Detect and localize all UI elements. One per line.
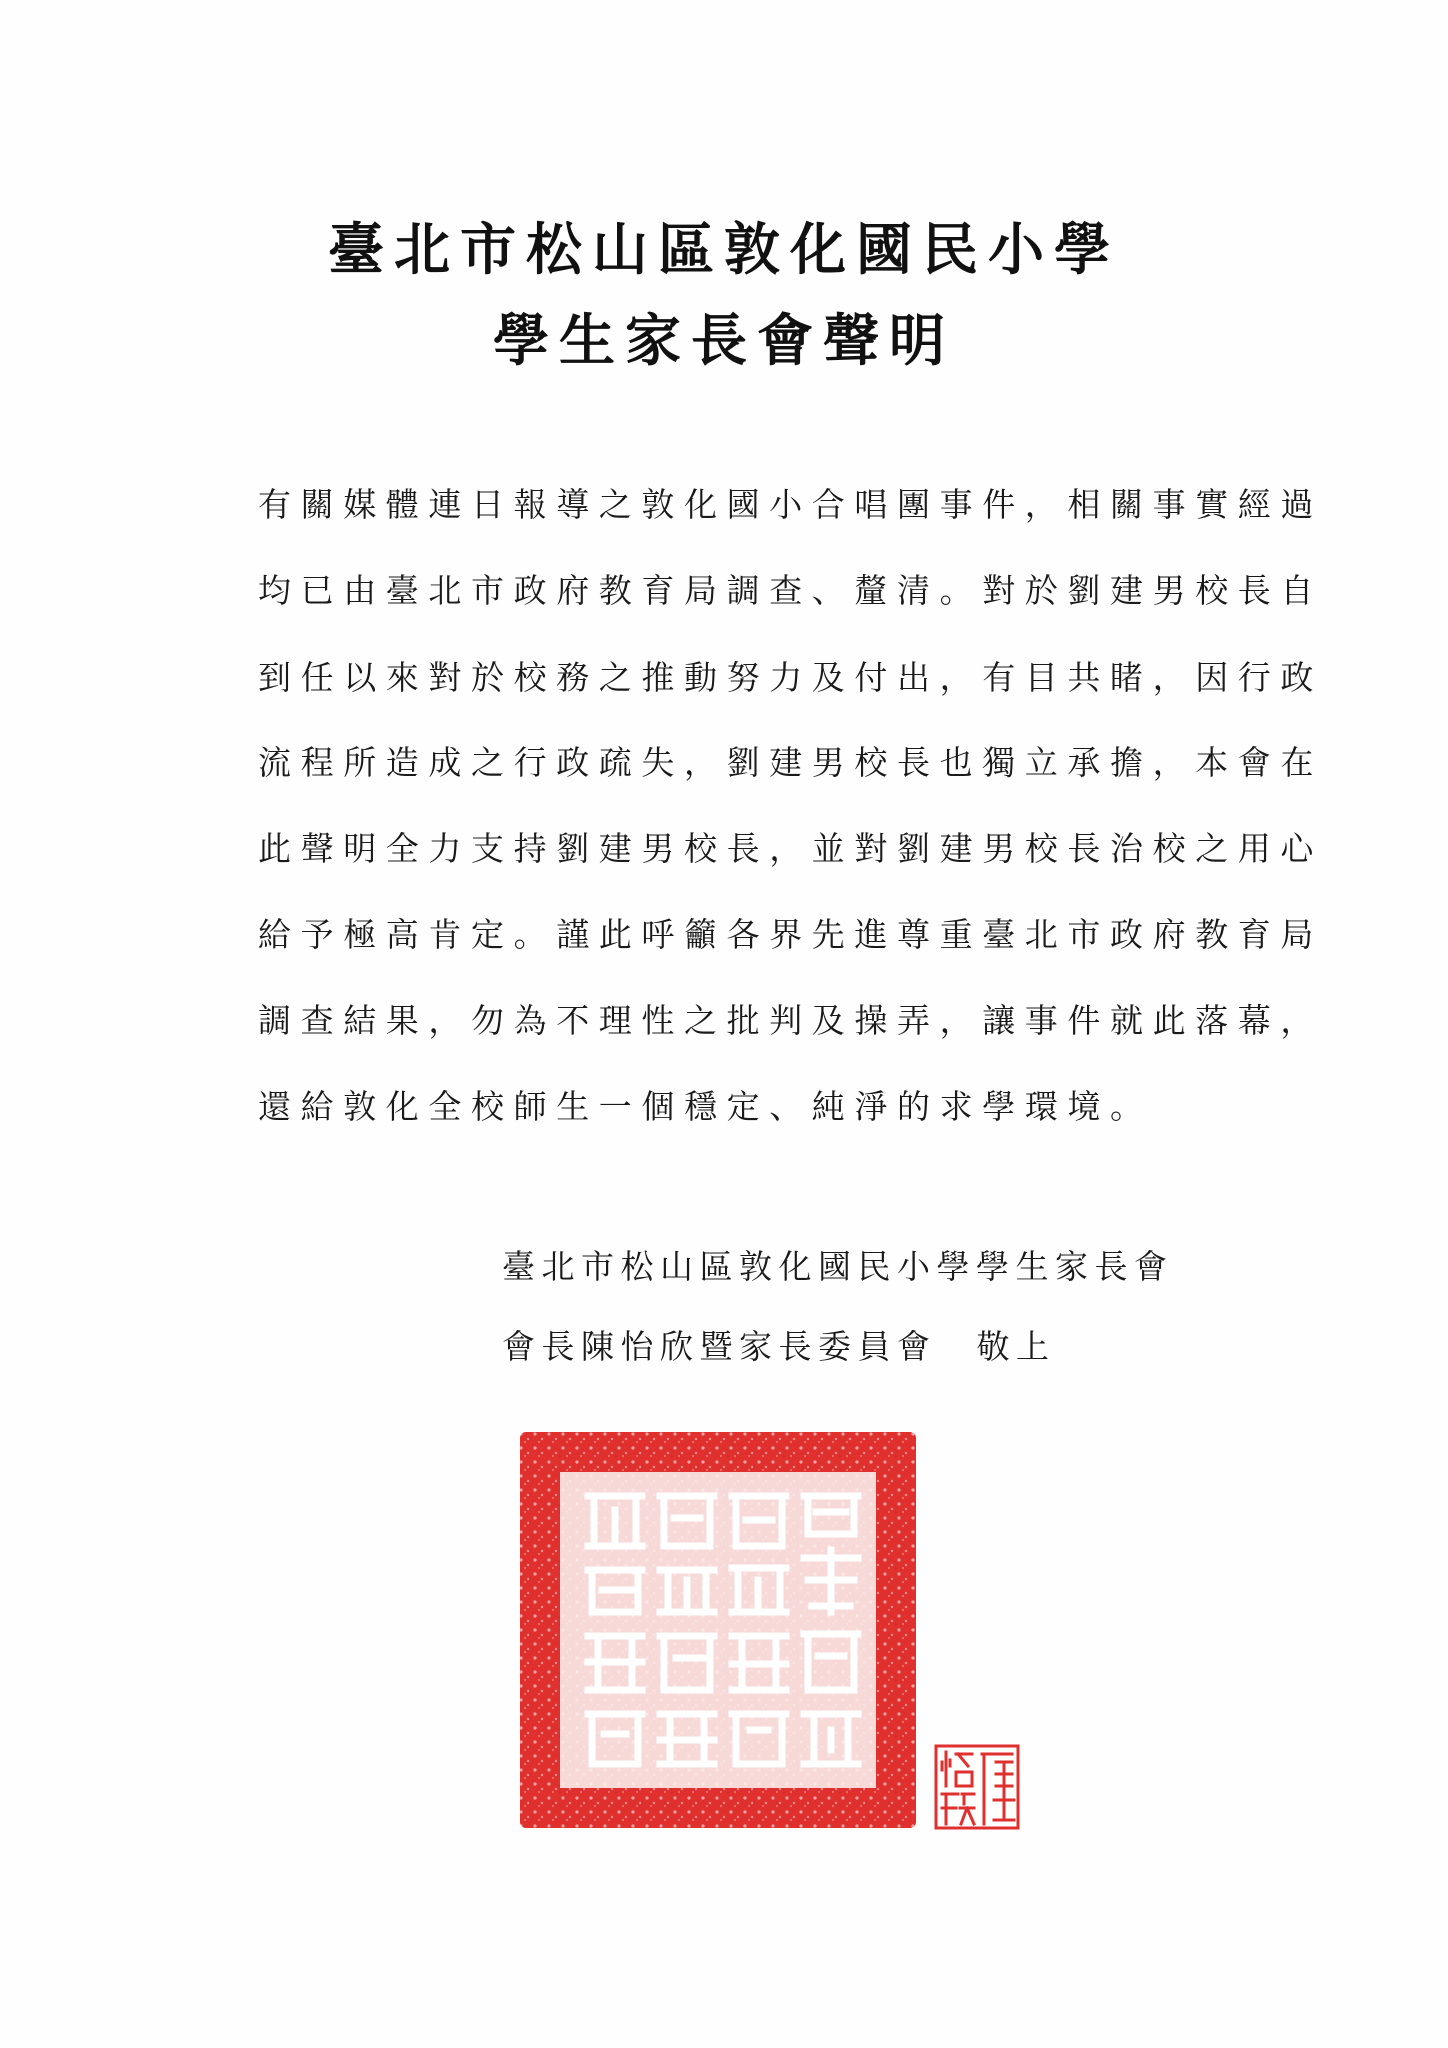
body-paragraph-line: 調查結果，勿為不理性之批判及操弄，讓事件就此落幕， [258, 1001, 1323, 1040]
body-paragraph-line: 到任以來對於校務之推動努力及付出，有目共睹，因行政 [258, 658, 1323, 697]
body-paragraph-line: 此聲明全力支持劉建男校長，並對劉建男校長治校之用心 [258, 829, 1323, 868]
signature-signer [502, 1327, 1056, 1366]
body-paragraph-line: 均已由臺北市政府教育局調查、釐清。對於劉建男校長自 [258, 571, 1323, 610]
signature-organization: 臺北市松山區敦化國民小學學生家長會 [502, 1247, 1174, 1286]
body-paragraph-line: 給予極高肯定。謹此呼籲各界先進尊重臺北市政府教育局 [258, 915, 1323, 954]
personal-seal-stamp [934, 1744, 1020, 1830]
document-subtitle: 學生家長會聲明 [493, 308, 955, 374]
signature-signer-name: 會長陳怡欣暨家長委員會 [502, 1327, 937, 1366]
organization-seal-stamp [518, 1430, 918, 1830]
body-paragraph-line: 流程所造成之行政疏失，劉建男校長也獨立承擔，本會在 [258, 743, 1323, 782]
body-paragraph-line: 還給敦化全校師生一個穩定、純淨的求學環境。 [258, 1087, 1153, 1126]
document-title: 臺北市松山區敦化國民小學 [328, 217, 1120, 283]
signature-closing: 敬上 [976, 1327, 1056, 1366]
body-paragraph-line: 有關媒體連日報導之敦化國小合唱團事件，相關事實經過 [258, 485, 1323, 524]
